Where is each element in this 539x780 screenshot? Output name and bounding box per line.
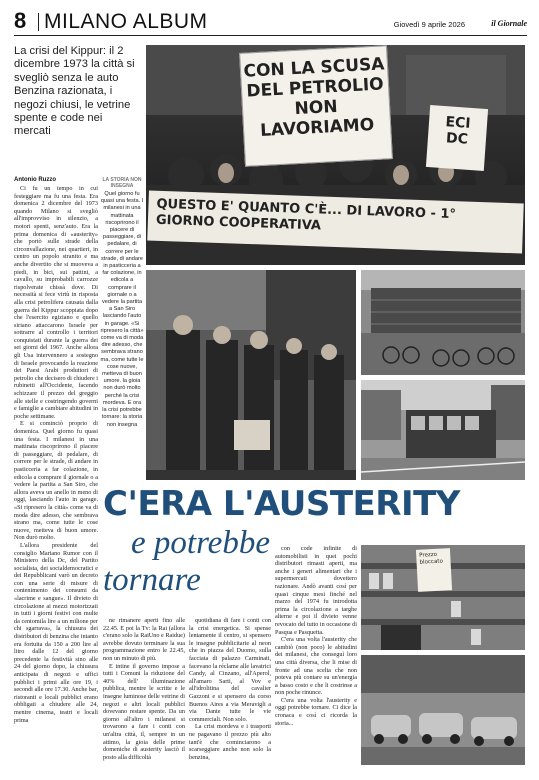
main-photo-protest <box>146 45 525 265</box>
sidebar-body: Quel giorno fu quasi una festa. I milanesi in una mattinata riscoprirono il piacere di passeggiare, di pedalare, di correre per le strade, di andare in pasticceria a far colazione, in edicola a comprare il giornale o a vedere la partita a San Siro lasciando l'auto in garage. «Si ripreserο la città» come va di moda dire adesso, che sembrava strano ma, come tutte le cose nuove, metteva di buon umore. la gioia non durò molto perché la crisi mordeva. E ora la crisi potrebbe tornare: la storia non insegna <box>100 191 144 428</box>
issue-date: Giovedì 9 aprile 2026 <box>393 20 465 29</box>
page-number: 8 <box>14 8 27 33</box>
paragraph: con code infinite di automobilisti in quei pochi distributori rimasti aperti, ma anche i generi alimentari che i supermercati dovettero razionare. Andò avanti così per quasi cinque mesi finché nel marzo del 1974 fu introdotta prima la circolazione a targhe alterne e poi il divieto venne revocato del tutto in occasione di Pasqua e Pasquetta. <box>275 545 357 636</box>
paragraph: quotidiana di fare i conti con la crisi energetica. Si spense lentamente il centro, si spensero le insegne pubblicitarie al neon che in piazza del Duomo, sulla facciata di palazzo Carminati, facevano la réclame alle lavatrici Candy, al Cinzano, all'Aperol, all'amaro Sarti, al Vov e all'idrolitina del cavalier Gazzoni e si spensero da corso Buenos Aires a via Meravigli a via Dante tutte le vie commerciali. Non solo. <box>189 617 271 723</box>
sign-line: DEL PETROLIO <box>245 74 385 102</box>
page-header <box>14 8 527 36</box>
article-column-2 <box>103 617 185 780</box>
sign-line: DC <box>445 130 469 148</box>
paragraph: L'allora presidente del consiglio Mariano Rumor con il Ministero della Dc, del Partito socialista, dei socialdemocratici e dei Repubblicani varò un decreto con una serie di misure di contenimento dei consumi da «lacrime e sangue». Il divieto di circolazione ai mezzi motorizzati in tutti i giorni festivi con multe da centomila lire a un milione per chi sgarrava», la chiusura dei distributori di benzina che intanto era fortuita da 150 a 200 lire al litro dalle 12 del giorno precedente la festività sino alle 24 del giorno dopo, la chiusura anticipata di negozi e uffici pubblici i primi alle ore 19, i secondi alle ore 17.30. Anche bar, ristoranti e locali pubblici erano obbligati a chiudere alle 24, mentre cinema, teatri e locali prima <box>14 541 98 724</box>
store-price-sign: Prezzo bloccato <box>416 548 452 592</box>
byline: Antonio Ruzzo <box>14 177 56 183</box>
paragraph: ne rimanere aperti fino alle 22.45. E poi la Tv: la Rai (allora c'erano solo la RaiUno e Raidue) avrebbe dovuto terminare la sua programmazione entro le 22.45, non un minuto di più. <box>103 617 185 662</box>
sidebar-box <box>100 177 144 429</box>
paragraph: E si cominciò proprio di domenica. Quel giorno fu quasi una festa. I milanesi in una mattinata riscoprirono il piacere di passeggiare, di pedalare, di correre per le strade, di andare in pasticceria a far colazione, in edicola a comprare il giornale o a vedere la partita a San Siro, che allora aveva un anello in meno di oggi, lasciando l'auto in garage. «Si ripreserο la città» come va di moda dire adesso, che sembrava strano ma, come tutte le cose nuove, metteva di buon umore. Non durò molto. <box>14 420 98 542</box>
article-column-4 <box>275 545 357 780</box>
tram-photo-image <box>361 380 525 480</box>
paragraph: Ci fu un tempo in cui festeggiare ma fu una festa. Era domenica 2 dicembre del 1973 quando Milano si svegliò all'improvviso in silenzio, a motori spenti, senz'auto. Era la prima domenica di «austerity» che portò sulle strade della circonvallazione, nei quartieri, in centro un popolo stranito e ma anche divertito che si muoveva a piedi, in bici, sui pattini, a cavallo, su improbabili carrozze rispolverate chissà dove. Di necessità si fece virtù in risposta alla crisi petrolifera causata dalla guerra del Kippur scoppiata dopo che l'esercito egiziano e quello siriano attaccarono Israele per sottrarre al controllo i territori conquistati durante la guerra dei sei giorni del 1967. Anche allora gli Usa intervennero a sostegno di Israele provocando la reazione dei Paesi Arabi produttori di petrolio che decisero di chiudere i rubinetti all'Occidente, facendo schizzare il prezzo del greggio alle stelle e costringendo governi e famiglie a cambiare abitudini in poche settimane. <box>14 185 98 420</box>
paragraph: La crisi mordeva e i trasporti ne pagavano il prezzo più alto tant'è che cominciarono a scarseggiare anche non solo la benzina, <box>189 723 271 761</box>
article-column-3 <box>189 617 271 780</box>
sign-line: ECI <box>444 114 472 132</box>
newspaper-logo: il Giornale <box>491 19 527 28</box>
protest-sign-right <box>426 105 488 171</box>
paragraph: C'era una volta l'austerity e oggi potrebbe tornare. Ci dice la cronaca e così ci ricorda la storia... <box>275 696 357 727</box>
paragraph: C'era una volta l'austerity che cambiò (non poco) le abitudini dei milanesi, che conseguì loro una città diversa, che li mise di fronte ad una scelta che non poteva più contare su un'energia a basso costo e che li costrinse a non poche rinunce. <box>275 636 357 697</box>
photo-crowd-queue <box>146 270 356 480</box>
intro-subheading: La crisi del Kippur: il 2 dicembre 1973 la città si svegliò senza le auto Benzina razionata, i negozi chiusi, le vetrine spente e code nei mercati <box>14 45 135 138</box>
headline-line-2: e potrebbe <box>131 525 270 561</box>
photo-tram-street <box>361 380 525 480</box>
sidebar-kicker: LA STORIA NON INSEGNA <box>102 177 142 189</box>
photo-san-siro-stadium <box>361 270 525 375</box>
cars-photo-image <box>361 655 525 765</box>
protest-banner: QUESTO E' QUANTO C'È... DI LAVORO - 1° GIORNO COOPERATIVA <box>147 190 524 253</box>
main-headline: C'ERA L'AUSTERITY <box>103 484 460 524</box>
sign-line: LAVORIAMO <box>259 114 375 141</box>
headline-line-3: tornare <box>103 562 201 598</box>
sign-line: CON LA SCUSA <box>243 54 385 82</box>
paragraph: E intine il governo impose a tutti i Comuni la riduzione del 40% dell' illuminazione pubblica, mentre le scritte e le insegne luminose delle vetrine di negozi e altri locali pubblici dovevano restare spente. Da un giorno all'altro i milanesi si trovarono a fare i conti con un'altra città, il, sempre in un attimo, la gioia delle prime domeniche di austerity lasciò il posto alla difficoltà <box>103 662 185 761</box>
section-title: MILANO ALBUM <box>44 10 208 33</box>
stadium-photo-image <box>361 270 525 375</box>
article-column-1 <box>14 185 98 780</box>
crowd-photo-image <box>146 270 356 480</box>
photo-parked-cars <box>361 655 525 765</box>
photo-empty-shelves <box>361 545 525 650</box>
sign-line: NON <box>294 96 339 120</box>
protest-sign-main <box>239 45 393 167</box>
header-divider <box>38 13 39 31</box>
